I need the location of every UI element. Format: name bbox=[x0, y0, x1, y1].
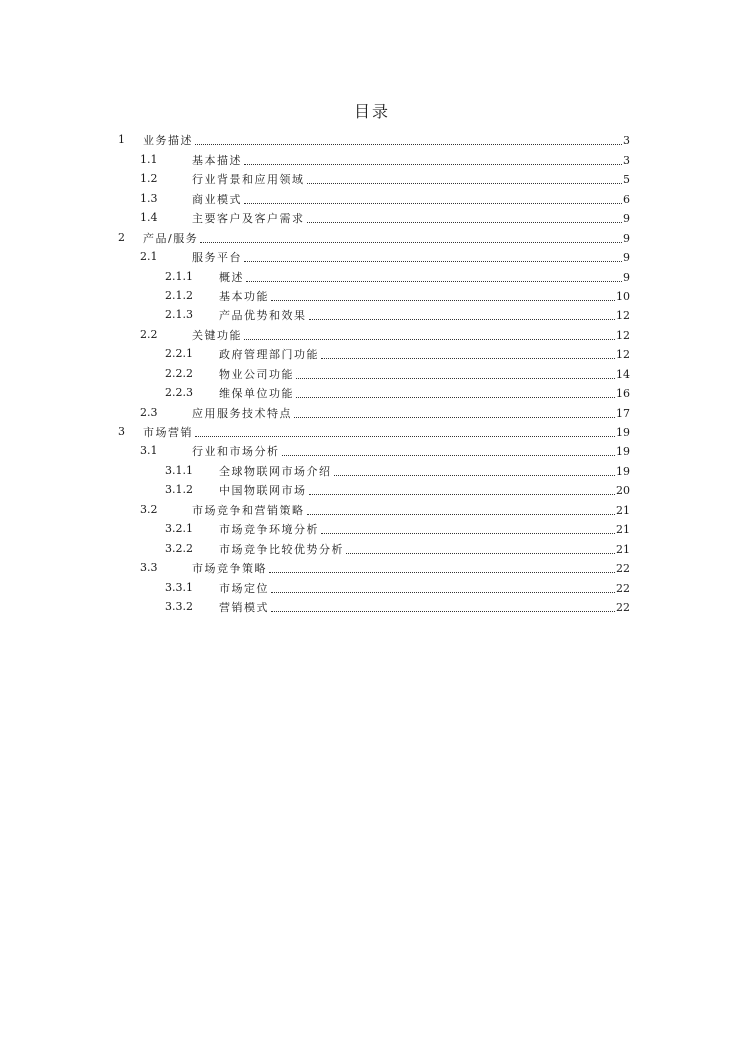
dot-leader bbox=[195, 144, 622, 145]
toc-entry-number: 2.3 bbox=[140, 405, 158, 419]
dot-leader bbox=[244, 203, 622, 204]
toc-entry-title: 产品/服务 bbox=[143, 231, 199, 245]
dot-leader bbox=[244, 339, 615, 340]
toc-entry-page: 21 bbox=[616, 503, 630, 517]
dot-leader bbox=[321, 533, 615, 534]
toc-entry[interactable] bbox=[118, 285, 630, 304]
toc-entry-number: 1 bbox=[118, 133, 125, 147]
toc-entry[interactable] bbox=[118, 207, 630, 226]
toc-entry-title: 关键功能 bbox=[192, 328, 242, 342]
toc-entry-title: 维保单位功能 bbox=[219, 387, 294, 401]
dot-leader bbox=[271, 300, 615, 301]
toc-entry[interactable] bbox=[118, 187, 630, 206]
toc-entry-title: 全球物联网市场介绍 bbox=[219, 464, 332, 478]
toc-entry[interactable] bbox=[118, 362, 630, 381]
toc-entry-page: 5 bbox=[623, 173, 630, 187]
toc-entry-title: 服务平台 bbox=[192, 251, 242, 265]
toc-entry-page: 19 bbox=[616, 426, 630, 439]
dot-leader bbox=[246, 281, 622, 282]
toc-entry[interactable] bbox=[118, 382, 630, 401]
dot-leader bbox=[309, 494, 616, 495]
toc-entry[interactable] bbox=[118, 148, 630, 167]
toc-entry-number: 1.2 bbox=[140, 172, 158, 186]
dot-leader bbox=[309, 319, 616, 320]
toc-entry-title: 市场定位 bbox=[219, 581, 269, 595]
toc-entry[interactable] bbox=[118, 518, 630, 537]
dot-leader bbox=[296, 397, 615, 398]
dot-leader bbox=[200, 242, 622, 243]
dot-leader bbox=[334, 475, 616, 476]
toc-entry-page: 10 bbox=[616, 289, 630, 303]
toc-entry[interactable] bbox=[118, 129, 630, 148]
toc-entry-number: 2.1.1 bbox=[165, 269, 193, 283]
toc-entry-page: 9 bbox=[623, 251, 630, 265]
toc-entry-page: 6 bbox=[623, 192, 630, 206]
table-of-contents bbox=[118, 129, 630, 615]
toc-entry[interactable] bbox=[118, 440, 630, 459]
toc-entry-number: 3.1 bbox=[140, 444, 158, 458]
toc-entry-title: 基本描述 bbox=[192, 153, 242, 167]
toc-entry-title: 商业模式 bbox=[192, 192, 242, 206]
toc-entry[interactable] bbox=[118, 226, 630, 245]
toc-entry-page: 20 bbox=[616, 484, 630, 498]
dot-leader bbox=[307, 222, 623, 223]
dot-leader bbox=[307, 514, 616, 515]
toc-entry-page: 22 bbox=[616, 581, 630, 595]
toc-entry-page: 12 bbox=[616, 309, 630, 323]
toc-entry-title: 应用服务技术特点 bbox=[192, 406, 292, 420]
dot-leader bbox=[244, 164, 622, 165]
toc-entry-number: 3.3 bbox=[140, 561, 158, 575]
toc-entry[interactable] bbox=[118, 323, 630, 342]
dot-leader bbox=[282, 455, 616, 456]
toc-entry-number: 2.2.3 bbox=[165, 386, 193, 400]
toc-entry-page: 19 bbox=[616, 445, 630, 459]
dot-leader bbox=[195, 436, 615, 437]
toc-entry-number: 2.2.2 bbox=[165, 366, 193, 380]
toc-entry-number: 3.3.1 bbox=[165, 580, 193, 594]
dot-leader bbox=[244, 261, 622, 262]
toc-entry-number: 2 bbox=[118, 230, 125, 244]
dot-leader bbox=[294, 417, 615, 418]
toc-entry-title: 产品优势和效果 bbox=[219, 309, 307, 323]
toc-entry-number: 3.2 bbox=[140, 502, 158, 516]
toc-entry-title: 市场竞争策略 bbox=[192, 562, 267, 576]
toc-entry-number: 1.1 bbox=[140, 152, 158, 166]
toc-entry-number: 3.1.2 bbox=[165, 483, 193, 497]
toc-entry-page: 9 bbox=[623, 270, 630, 284]
toc-entry-page: 22 bbox=[616, 600, 630, 614]
toc-entry-page: 12 bbox=[616, 328, 630, 342]
dot-leader bbox=[269, 572, 615, 573]
toc-entry-page: 21 bbox=[616, 542, 630, 556]
toc-entry-title: 营销模式 bbox=[219, 600, 269, 614]
toc-entry[interactable] bbox=[118, 401, 630, 420]
toc-entry[interactable] bbox=[118, 304, 630, 323]
toc-entry-number: 2.1.2 bbox=[165, 288, 193, 302]
toc-entry-page: 12 bbox=[616, 348, 630, 362]
toc-entry-number: 2.2 bbox=[140, 327, 158, 341]
toc-entry-number: 1.3 bbox=[140, 191, 158, 205]
toc-entry[interactable] bbox=[118, 265, 630, 284]
toc-entry-title: 物业公司功能 bbox=[219, 367, 294, 381]
toc-entry-number: 3 bbox=[118, 425, 125, 438]
dot-leader bbox=[321, 358, 615, 359]
toc-entry[interactable] bbox=[118, 343, 630, 362]
toc-entry-page: 3 bbox=[623, 153, 630, 167]
toc-entry-page: 17 bbox=[616, 406, 630, 420]
toc-entry-title: 市场营销 bbox=[143, 426, 193, 439]
dot-leader bbox=[296, 378, 615, 379]
toc-entry-title: 行业背景和应用领域 bbox=[192, 173, 305, 187]
dot-leader bbox=[271, 611, 615, 612]
toc-entry-page: 16 bbox=[616, 387, 630, 401]
toc-entry[interactable] bbox=[118, 246, 630, 265]
toc-entry-number: 2.1 bbox=[140, 250, 158, 264]
toc-entry-title: 概述 bbox=[219, 270, 244, 284]
toc-heading: 目录 bbox=[353, 102, 390, 121]
toc-entry-number: 2.2.1 bbox=[165, 347, 193, 361]
toc-entry[interactable] bbox=[118, 459, 630, 478]
toc-entry-number: 3.2.1 bbox=[165, 522, 193, 536]
toc-entry[interactable] bbox=[118, 498, 630, 517]
dot-leader bbox=[271, 592, 615, 593]
toc-entry-number: 3.3.2 bbox=[165, 599, 193, 613]
toc-entry-number: 3.2.2 bbox=[165, 541, 193, 555]
toc-entry-number: 2.1.3 bbox=[165, 308, 193, 322]
toc-entry-page: 22 bbox=[616, 562, 630, 576]
toc-entry-number: 3.1.1 bbox=[165, 463, 193, 477]
toc-entry[interactable] bbox=[118, 537, 630, 556]
toc-entry[interactable] bbox=[118, 168, 630, 187]
toc-entry-page: 3 bbox=[623, 134, 630, 148]
toc-entry[interactable] bbox=[118, 596, 630, 615]
toc-entry[interactable] bbox=[118, 576, 630, 595]
toc-entry-title: 基本功能 bbox=[219, 289, 269, 303]
toc-entry-title: 市场竞争环境分析 bbox=[219, 523, 319, 537]
dot-leader bbox=[346, 553, 615, 554]
toc-entry-title: 政府管理部门功能 bbox=[219, 348, 319, 362]
toc-entry-title: 业务描述 bbox=[143, 134, 193, 148]
toc-entry-title: 行业和市场分析 bbox=[192, 445, 280, 459]
toc-entry-title: 市场竞争和营销策略 bbox=[192, 503, 305, 517]
toc-entry[interactable] bbox=[118, 557, 630, 576]
dot-leader bbox=[307, 183, 623, 184]
toc-entry-page: 9 bbox=[623, 231, 630, 245]
toc-entry-page: 19 bbox=[616, 464, 630, 478]
toc-entry-page: 9 bbox=[623, 212, 630, 226]
toc-entry[interactable] bbox=[118, 479, 630, 498]
toc-entry-page: 21 bbox=[616, 523, 630, 537]
toc-entry-number: 1.4 bbox=[140, 211, 158, 225]
toc-entry[interactable] bbox=[118, 421, 630, 440]
toc-entry-title: 中国物联网市场 bbox=[219, 484, 307, 498]
toc-entry-title: 市场竞争比较优势分析 bbox=[219, 542, 344, 556]
toc-entry-page: 14 bbox=[616, 367, 630, 381]
toc-entry-title: 主要客户及客户需求 bbox=[192, 212, 305, 226]
